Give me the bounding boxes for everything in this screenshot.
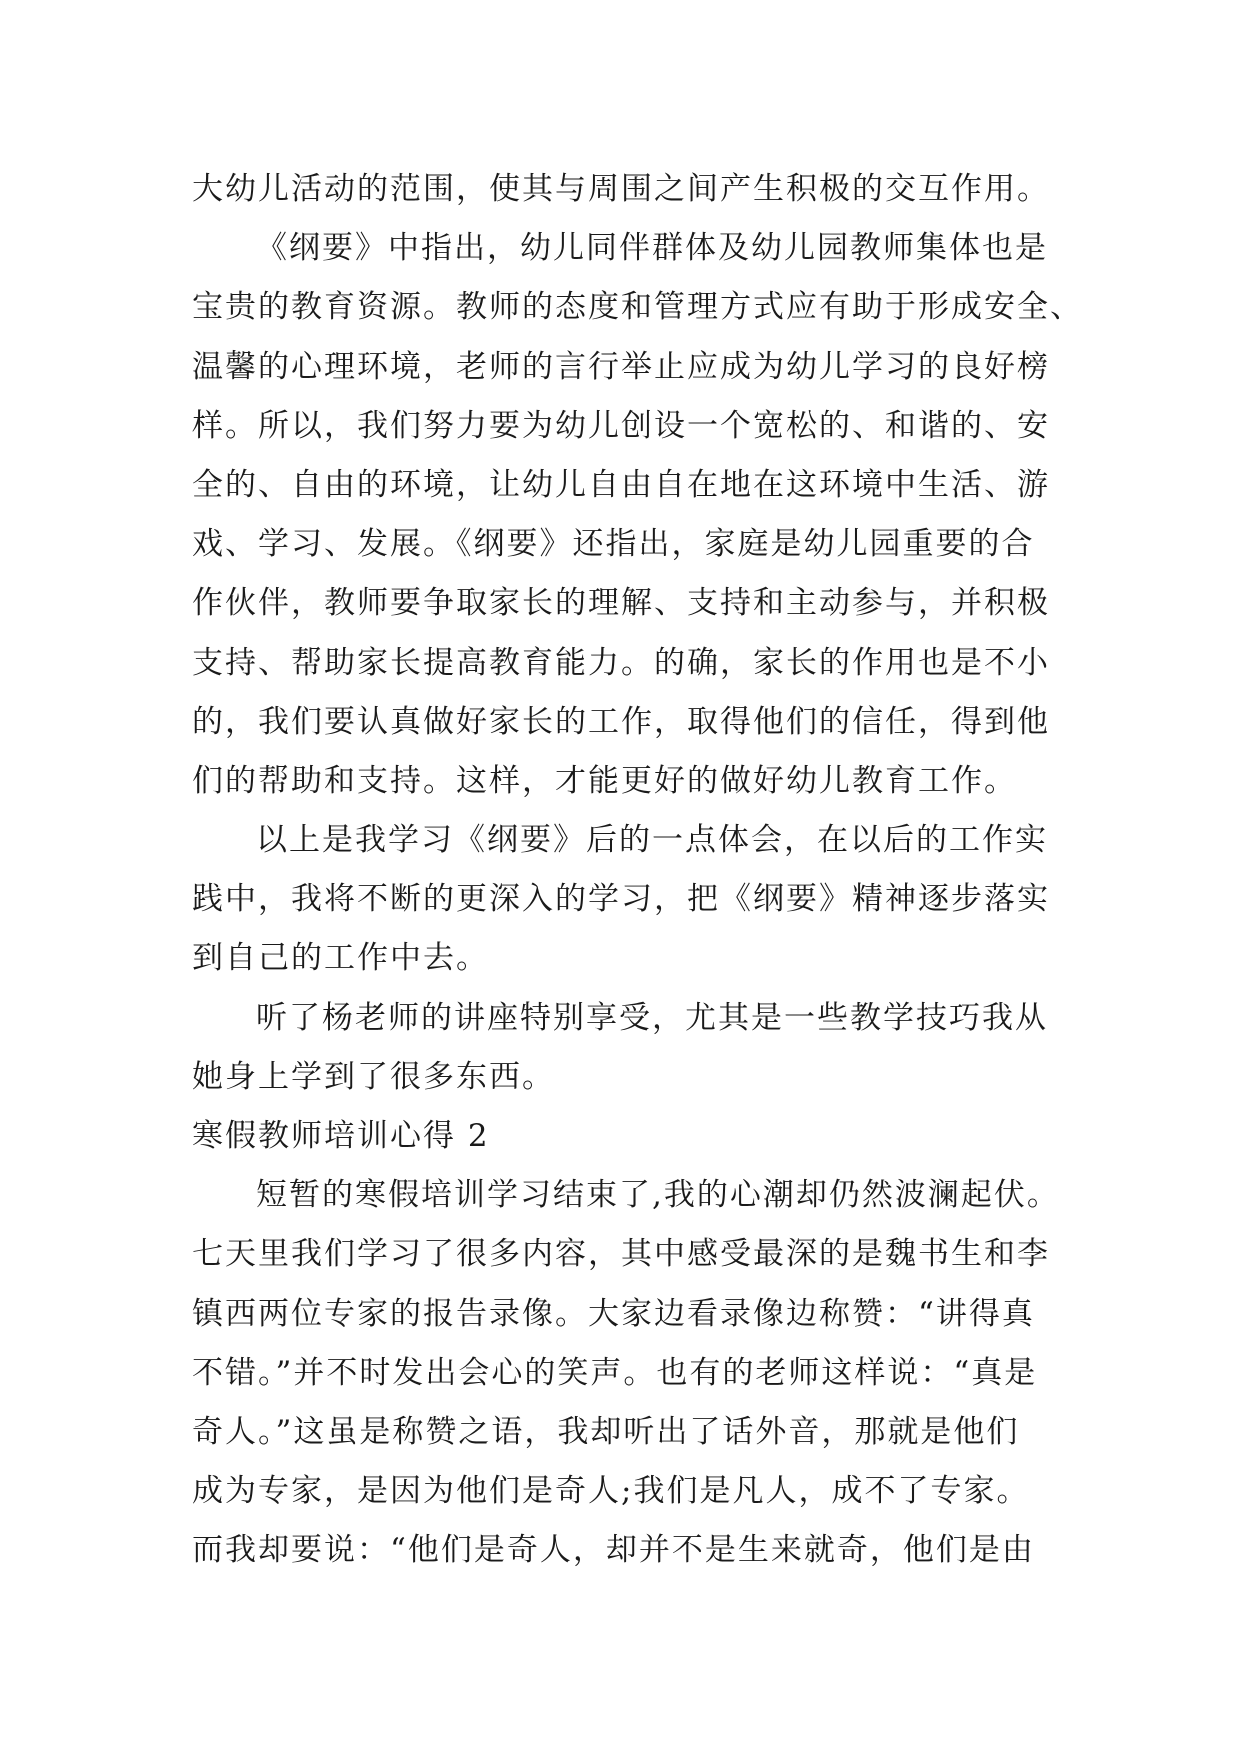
- text-line: 们的帮助和支持。这样，才能更好的做好幼儿教育工作。: [192, 762, 1017, 799]
- text-line: 样。所以，我们努力要为幼儿创设一个宽松的、和谐的、安: [192, 407, 1050, 444]
- text-line: 的，我们要认真做好家长的工作，取得他们的信任，得到他: [192, 703, 1050, 740]
- text-line: 戏、学习、发展。《纲要》还指出，家庭是幼儿园重要的合: [192, 526, 1035, 563]
- text-line: 温馨的心理环境，老师的言行举止应成为幼儿学习的良好榜: [192, 348, 1050, 385]
- text-line: 到自己的工作中去。: [192, 940, 489, 977]
- text-line: 宝贵的教育资源。教师的态度和管理方式应有助于形成安全、: [192, 289, 1083, 326]
- text-line: 践中，我将不断的更深入的学习，把《纲要》精神逐步落实: [192, 881, 1050, 918]
- text-line: 她身上学到了很多东西。: [192, 1058, 555, 1095]
- text-line: 全的、自由的环境，让幼儿自由自在地在这环境中生活、游: [192, 466, 1050, 503]
- text-line: 镇西两位专家的报告录像。大家边看录像边称赞：“讲得真: [192, 1295, 1035, 1332]
- paragraph-first-line: 《纲要》中指出，幼儿同伴群体及幼儿园教师集体也是: [256, 230, 1048, 267]
- section-heading: 寒假教师培训心得 2: [192, 1118, 490, 1154]
- text-line: 而我却要说：“他们是奇人，却并不是生来就奇，他们是由: [192, 1532, 1035, 1569]
- paragraph-first-line: 以上是我学习《纲要》后的一点体会，在以后的工作实: [256, 822, 1048, 859]
- text-line: 七天里我们学习了很多内容，其中感受最深的是魏书生和李: [192, 1236, 1050, 1273]
- text-line: 支持、帮助家长提高教育能力。的确，家长的作用也是不小: [192, 644, 1050, 681]
- document-body: [192, 160, 1092, 1581]
- paragraph-first-line: 听了杨老师的讲座特别享受，尤其是一些教学技巧我从: [256, 999, 1048, 1036]
- text-line: 不错。”并不时发出会心的笑声。也有的老师这样说：“真是: [192, 1354, 1038, 1391]
- text-line: 大幼儿活动的范围，使其与周围之间产生积极的交互作用。: [192, 171, 1050, 207]
- text-line: 奇人。”这虽是称赞之语，我却听出了话外音，那就是他们: [192, 1413, 1020, 1450]
- text-line: 成为专家，是因为他们是奇人;我们是凡人，成不了专家。: [192, 1473, 1030, 1510]
- paragraph-first-line: 短暂的寒假培训学习结束了,我的心潮却仍然波澜起伏。: [256, 1177, 1060, 1214]
- text-line: 作伙伴，教师要争取家长的理解、支持和主动参与，并积极: [192, 585, 1050, 622]
